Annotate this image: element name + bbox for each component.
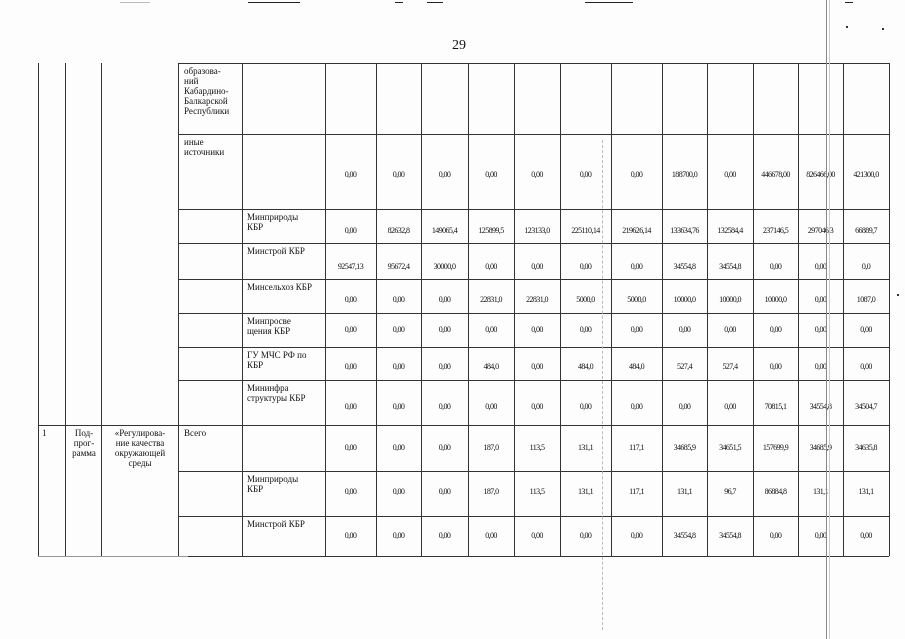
- table-cell: 0,00: [860, 362, 872, 371]
- left-border-0: [38, 63, 39, 556]
- table-cell: 421300,0: [853, 170, 879, 179]
- table-cell: 484,0: [483, 362, 499, 371]
- col-line: [325, 63, 326, 556]
- table-cell: 0,00: [579, 170, 592, 179]
- table-cell: 0,00: [579, 402, 592, 411]
- source-label: Минсельхоз КБР: [247, 282, 312, 292]
- table-cell: 0,00: [531, 262, 543, 271]
- table-cell: 527,4: [722, 362, 738, 371]
- table-cell: 34504,7: [855, 402, 877, 411]
- table-cell: 0,00: [630, 531, 643, 540]
- table-cell: 34554,8: [673, 262, 696, 271]
- table-cell: 149065,4: [431, 226, 458, 235]
- source-label: Мининфра структуры КБР: [247, 383, 306, 403]
- table-cell: 70815,1: [764, 402, 787, 411]
- table-cell: 0,00: [630, 170, 643, 179]
- row-line: [178, 347, 889, 348]
- table-cell: 1087,0: [856, 295, 876, 304]
- table-cell: 0,00: [860, 325, 872, 334]
- table-cell: 0,00: [769, 325, 782, 334]
- table-cell: 34651,5: [719, 443, 741, 452]
- table-cell: 0,00: [579, 262, 592, 271]
- table-cell: 0,00: [531, 170, 543, 179]
- table-cell: 22831,0: [480, 295, 502, 304]
- table-cell: 123133,0: [524, 226, 550, 235]
- table-cell: 117,1: [629, 443, 644, 452]
- col-line: [560, 63, 561, 556]
- table-cell: 484,0: [577, 362, 593, 371]
- table-cell: 0,00: [579, 531, 592, 540]
- table-cell: 0,00: [531, 362, 543, 371]
- table-cell: 0,00: [344, 295, 357, 304]
- table-cell: 0,00: [392, 531, 405, 540]
- col-line: [889, 63, 890, 556]
- col-line: [376, 63, 377, 556]
- table-cell: 0,00: [630, 262, 643, 271]
- table-cell: 0,00: [814, 531, 827, 540]
- table-cell: 0,00: [344, 402, 357, 411]
- table-cell: 0,00: [769, 362, 782, 371]
- table-cell: 82632,8: [387, 226, 410, 235]
- table-cell: 484,0: [628, 362, 644, 371]
- row-line: [178, 209, 889, 210]
- table-cell: 0,00: [485, 262, 497, 271]
- col-line: [843, 63, 844, 556]
- table-cell: 92547,13: [337, 262, 364, 271]
- table-cell: 117,1: [629, 487, 644, 496]
- table-cell: 0,00: [344, 325, 357, 334]
- table-cell: 0,00: [724, 325, 736, 334]
- table-cell: 0,00: [630, 402, 643, 411]
- table-cell: 0,00: [485, 325, 497, 334]
- col-line: [514, 63, 515, 556]
- table-cell: 113,5: [529, 487, 545, 496]
- table-cell: 0,00: [344, 531, 357, 540]
- table-cell: 0,00: [438, 170, 451, 179]
- table-cell: 131,1: [858, 487, 874, 496]
- table-cell: 34635,8: [855, 443, 877, 452]
- scan-fold-line: [826, 0, 827, 639]
- row-line: [178, 279, 889, 280]
- source-label: Всего: [184, 428, 207, 438]
- table-cell: 237146,5: [762, 226, 789, 235]
- source-label: Минпросве щения КБР: [247, 316, 291, 336]
- table-cell: 0,00: [344, 362, 357, 371]
- table-cell: 131,1: [676, 487, 692, 496]
- table-cell: 66889,7: [855, 226, 877, 235]
- col-line: [707, 63, 708, 556]
- table-cell: 34685,9: [809, 443, 832, 452]
- table-cell: 34554,8: [719, 531, 741, 540]
- table-cell: 125899,5: [478, 226, 504, 235]
- table-cell: 34685,9: [673, 443, 696, 452]
- table-cell: 826466,00: [806, 170, 835, 179]
- left-border-2: [101, 63, 102, 556]
- table-cell: 0,00: [630, 325, 643, 334]
- table-cell: 10000,0: [673, 295, 696, 304]
- table-cell: 0,00: [344, 170, 357, 179]
- table-cell: 0,00: [438, 295, 451, 304]
- scan-dash-line: [602, 140, 603, 630]
- table-cell: 0,00: [392, 443, 405, 452]
- table-cell: 0,00: [392, 325, 405, 334]
- table-cell: 0,00: [814, 295, 827, 304]
- table-cell: 0,00: [724, 170, 736, 179]
- table-cell: 0,00: [724, 402, 736, 411]
- table-cell: 10000,0: [719, 295, 741, 304]
- row-line: [178, 134, 889, 135]
- table-cell: 131,1: [577, 487, 593, 496]
- source-label: образова- ний Кабардино- Балкарской Республики: [184, 66, 230, 116]
- subprogram-type: Под- прог- рамма: [72, 428, 96, 458]
- table-cell: 0,00: [531, 402, 543, 411]
- table-cell: 133634,76: [670, 226, 699, 235]
- table-cell: 0,00: [531, 325, 543, 334]
- table-cell: 0,00: [678, 325, 691, 334]
- row-line: [178, 471, 889, 472]
- source-label: иные источники: [184, 137, 225, 157]
- table-cell: 446678,00: [761, 170, 790, 179]
- table-cell: 157699,9: [762, 443, 789, 452]
- source-label: Минприроды КБР: [247, 474, 299, 494]
- col-line: [798, 63, 799, 556]
- col-line: [421, 63, 422, 556]
- table-cell: 0,00: [531, 531, 543, 540]
- table-cell: 219626,14: [622, 226, 651, 235]
- table-cell: 0,00: [814, 362, 827, 371]
- table-cell: 22831,0: [526, 295, 548, 304]
- row-number: 1: [42, 428, 47, 438]
- table-cell: 0,0: [861, 262, 871, 271]
- table-cell: 0,00: [769, 531, 782, 540]
- table-cell: 0,00: [438, 325, 451, 334]
- table-cell: 113,5: [529, 443, 545, 452]
- table-cell: 0,00: [860, 531, 872, 540]
- table-cell: 225110,14: [571, 226, 600, 235]
- col-line: [468, 63, 469, 556]
- table-cell: 5000,0: [627, 295, 646, 304]
- table-cell: 0,00: [438, 362, 451, 371]
- table-cell: 5000,0: [576, 295, 595, 304]
- table-cell: 0,00: [579, 325, 592, 334]
- table-cell: 0,00: [392, 170, 405, 179]
- table-cell: 188700,0: [671, 170, 698, 179]
- table-cell: 0,00: [344, 226, 357, 235]
- row-line: [178, 243, 889, 244]
- scan-fold-line: [829, 0, 830, 639]
- left-border-1: [65, 63, 66, 556]
- col-line: [753, 63, 754, 556]
- table-cell: 34554,8: [673, 531, 696, 540]
- source-label: Минстрой КБР: [247, 246, 305, 256]
- source-label: ГУ МЧС РФ по КБР: [247, 350, 307, 370]
- table-cell: 86884,8: [764, 487, 787, 496]
- row-line: [178, 63, 889, 64]
- table-cell: 10000,0: [764, 295, 787, 304]
- table-cell: 297046,3: [807, 226, 834, 235]
- table-cell: 131,1: [577, 443, 593, 452]
- table-cell: 0,00: [392, 295, 405, 304]
- table-cell: 527,4: [676, 362, 692, 371]
- table-cell: 0,00: [392, 487, 405, 496]
- table-cell: 34554,8: [809, 402, 832, 411]
- subprogram-title: «Регулирова- ние качества окружающей среды: [114, 428, 166, 468]
- row-line: [38, 556, 188, 557]
- table-cell: 0,00: [438, 531, 451, 540]
- table-cell: 0,00: [438, 443, 451, 452]
- row-line: [178, 516, 889, 517]
- row-line: [38, 425, 889, 426]
- table-cell: 30000,0: [433, 262, 456, 271]
- table-cell: 0,00: [814, 262, 827, 271]
- table-cell: 0,00: [769, 262, 782, 271]
- row-line: [178, 380, 889, 381]
- table-cell: 95672,4: [387, 262, 410, 271]
- col-line: [662, 63, 663, 556]
- table-cell: 0,00: [485, 531, 497, 540]
- table-cell: 0,00: [678, 402, 691, 411]
- page-number: 29: [452, 38, 466, 53]
- table-cell: 0,00: [344, 487, 357, 496]
- table-cell: 0,00: [438, 402, 451, 411]
- table-cell: 0,00: [392, 362, 405, 371]
- table-cell: 187,0: [483, 443, 499, 452]
- table-cell: 187,0: [483, 487, 499, 496]
- table-cell: 0,00: [438, 487, 451, 496]
- col-line: [611, 63, 612, 556]
- source-label: Минстрой КБР: [247, 519, 305, 529]
- table-cell: 0,00: [814, 325, 827, 334]
- table-cell: 96,7: [724, 487, 736, 496]
- table-cell: 131,1: [812, 487, 828, 496]
- table-cell: 0,00: [392, 402, 405, 411]
- source-label: Минприроды КБР: [247, 212, 299, 232]
- table-cell: 0,00: [485, 402, 497, 411]
- table-cell: 0,00: [344, 443, 357, 452]
- table-cell: 132584,4: [717, 226, 743, 235]
- table-cell: 0,00: [485, 170, 497, 179]
- col-line: [178, 63, 179, 556]
- row-line: [178, 313, 889, 314]
- table-cell: 34554,8: [719, 262, 741, 271]
- row-line: [178, 556, 889, 557]
